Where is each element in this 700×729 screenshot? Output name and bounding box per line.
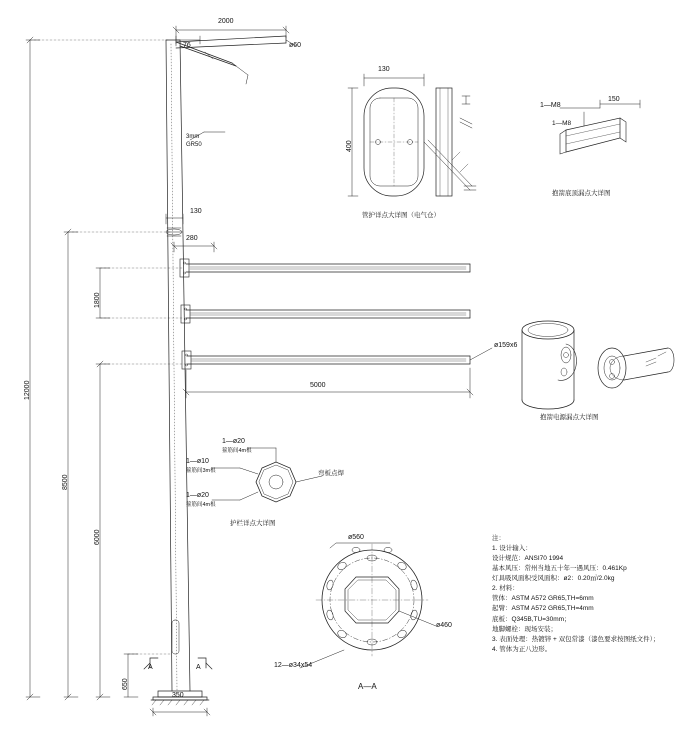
- notes-block: [492, 534, 698, 655]
- note-line-6: 起臂：ASTM A572 GR65,TH=4mm: [492, 605, 594, 613]
- flange-section: [300, 543, 436, 668]
- dim-label-door-width: 130: [378, 66, 390, 73]
- caption-top-right-detail: 抱箭底顶漏点大详图: [552, 190, 611, 197]
- caption-octagon-detail: 护栏详点大详图: [230, 520, 276, 527]
- note-line-3: 灯具吸风面积受风面积：ø2：0.20㎡/2.0kg: [492, 575, 615, 583]
- label-octagon-ring-bot: 1—ø20: [186, 492, 209, 499]
- label-octagon-ring-mid: 1—ø10: [186, 458, 209, 465]
- dim-label-350: 350: [172, 692, 184, 699]
- pole-elevation: [151, 40, 209, 705]
- bracket-3d-detail: [522, 321, 674, 409]
- dim-label-2000: 2000: [218, 18, 234, 25]
- bolt-sleeve-detail: [560, 100, 640, 154]
- notes-header: 注：: [492, 535, 505, 542]
- label-octagon-callout: 弯板点焊: [318, 470, 344, 477]
- door-detail: [348, 74, 476, 196]
- label-plate-grade: GR50: [186, 142, 202, 148]
- dim-label-bolt-cage-len: 150: [608, 96, 620, 103]
- caption-door-detail: 管护详点大详图（电气仓）: [362, 212, 440, 219]
- dim-label-pole-top-dia: 130: [190, 208, 202, 215]
- octagon-detail: [212, 448, 322, 502]
- note-line-9: 3. 表面处理：热镀锌 + 双包常漆（漆色要求按图纸文件）；: [492, 635, 660, 643]
- dim-label-76: 76: [183, 42, 191, 49]
- note-line-0: 1. 设计输入：: [492, 545, 532, 553]
- dim-label-280: 280: [186, 235, 198, 242]
- dim-5000: [183, 368, 473, 398]
- note-line-10: 4. 管体为正八边形。: [492, 645, 552, 653]
- dim-label-door-height: 400: [346, 140, 353, 152]
- label-octagon-ring-mid-note: 箍筋间3m根: [186, 468, 216, 474]
- dim-label-1800: 1800: [94, 292, 101, 308]
- label-bolt-cage-note: 1—M8: [552, 120, 572, 127]
- dim-130-pole: [166, 214, 183, 224]
- dim-label-6000: 6000: [94, 529, 101, 545]
- dim-label-flange-inner: ø460: [436, 622, 452, 629]
- note-line-1: 设计规范：ANSI70 1994: [492, 555, 564, 563]
- note-line-8: 地脚螺栓：现场安装；: [492, 625, 557, 633]
- note-line-2: 基本风压：常州当地五十年一遇风压：0.461Kp: [492, 565, 627, 573]
- dim-label-12000: 12000: [24, 380, 31, 400]
- label-octagon-ring-bot-note: 箍筋间4m根: [186, 502, 216, 508]
- top-arm: [176, 36, 296, 140]
- section-mark-label-left: A: [148, 664, 153, 671]
- dim-label-flange-outer: ø560: [348, 534, 364, 541]
- dim-label-650: 650: [122, 678, 129, 690]
- dim-label-bolt-holes: 12—ø34x54: [274, 662, 313, 669]
- caption-section-aa: A—A: [358, 682, 377, 691]
- dim-label-8500: 8500: [62, 474, 69, 490]
- section-mark-label-right: A: [196, 664, 201, 671]
- label-octagon-ring-top-note: 箍筋间4m根: [222, 448, 252, 454]
- label-plate-thickness: 3mm: [186, 134, 200, 140]
- label-arm-pipe: ø159x6: [494, 342, 518, 349]
- label-octagon-ring-top: 1—ø20: [222, 438, 245, 445]
- caption-bracket-detail: 抱箭电源漏点大详图: [540, 414, 599, 421]
- bracket-arms: [180, 259, 492, 369]
- dim-chain: [26, 37, 210, 716]
- note-line-4: 2. 材料：: [492, 585, 519, 593]
- label-bolt-cage: 1—M8: [540, 102, 561, 109]
- section-mark-a: [144, 658, 212, 669]
- note-line-7: 底板：Q345B,TU=30mm；: [492, 615, 571, 623]
- note-line-5: 管体：ASTM A572 GR65,TH=6mm: [492, 595, 594, 603]
- dim-label-5000: 5000: [310, 382, 326, 389]
- dim-label-arm-tip-dia: ø60: [289, 42, 302, 49]
